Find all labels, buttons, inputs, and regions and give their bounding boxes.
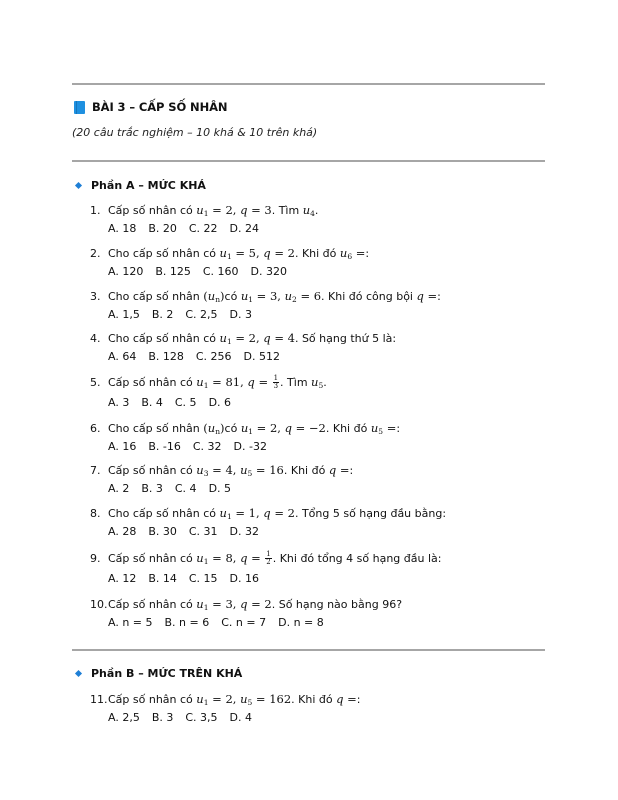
question-number: 10. [90,598,108,611]
option-d[interactable]: D. 5 [208,482,232,495]
option-c[interactable]: C. 4 [174,482,197,495]
question-6 [90,420,550,455]
question-text: Cấp số nhân có $u_1 = 81$, q = $\frac{1}{3}$ . Tìm $u_5$. [108,373,327,390]
question-number: 5. [90,376,101,389]
option-a[interactable]: A. 2 [108,482,130,495]
option-b[interactable]: B. 4 [141,396,163,409]
option-c[interactable]: C. 2,5 [185,308,218,321]
question-number: 2. [90,247,101,260]
option-b[interactable]: B. 3 [151,711,174,724]
option-a[interactable]: A. 1,5 [108,308,140,321]
option-d[interactable]: D. 24 [229,222,260,235]
answer-options [90,524,550,540]
question-9 [90,550,550,587]
lesson-title: BÀI 3 – CẤP SỐ NHÂN [92,100,228,114]
section-a-heading [76,177,206,193]
option-a[interactable]: A. 2,5 [108,711,140,724]
answer-options [90,349,550,365]
answer-options [90,571,550,587]
option-d[interactable]: D. -32 [233,440,267,453]
question-text: Cấp số nhân có $u_3 = 4$, $u_5 = 16$. Khi đó q =: [108,463,354,478]
question-8 [90,505,550,540]
option-c[interactable]: C. 160 [202,265,239,278]
section-b-heading [76,665,242,681]
question-3 [90,288,550,323]
question-10 [90,596,550,631]
option-c[interactable]: C. 32 [192,440,222,453]
option-b[interactable]: B. 125 [155,265,191,278]
option-a[interactable]: A. 16 [108,440,137,453]
divider-after-subtitle [72,160,545,162]
question-2 [90,245,550,280]
option-c[interactable]: C. 15 [188,572,218,585]
option-a[interactable]: A. 64 [108,350,137,363]
question-number: 1. [90,204,101,217]
option-c[interactable]: C. 3,5 [185,711,218,724]
option-a[interactable]: A. 120 [108,265,144,278]
question-number: 11. [90,693,108,706]
option-b[interactable]: B. 128 [148,350,184,363]
question-text: Cho cấp số nhân $(u_n)có$ $u_1 = 3$, $u_2 = 6$. Khi đó công bội q =: [108,289,441,304]
answer-options [90,264,550,280]
option-a[interactable]: A. 12 [108,572,137,585]
question-text: Cho cấp số nhân có $u_1 = 2$, q = 4. Số hạng thứ 5 là: [108,331,397,346]
fraction-one-half: $\frac{1}{2}$ [266,549,271,566]
option-c[interactable]: C. 31 [188,525,218,538]
lesson-title-row [74,99,227,115]
option-a[interactable]: A. 28 [108,525,137,538]
option-c[interactable]: C. 22 [188,222,218,235]
blue-book-icon [74,101,85,114]
question-4 [90,330,550,365]
question-text: Cho cấp số nhân $(u_n)có$ $u_1 = 2$, q = −2. Khi đó $u_5$ =: [108,421,401,436]
question-number: 9. [90,552,101,565]
section-a-title: Phần A – MỨC KHÁ [91,178,206,192]
question-number: 7. [90,464,101,477]
question-7 [90,462,550,497]
option-b[interactable]: B. 2 [151,308,174,321]
blue-diamond-icon [75,669,82,676]
option-d[interactable]: D. n = 8 [278,616,324,629]
option-a[interactable]: A. n = 5 [108,616,153,629]
question-number: 8. [90,507,101,520]
option-a[interactable]: A. 18 [108,222,137,235]
fraction-one-third: $\frac{1}{3}$ [273,373,279,390]
question-number: 6. [90,422,101,435]
option-d[interactable]: D. 320 [250,265,288,278]
question-text: Cấp số nhân có $u_1 = 8$, q = $\frac{1}{2}$ . Khi đó tổng 4 số hạng đầu là: [108,549,442,566]
question-number: 4. [90,332,101,345]
option-c[interactable]: C. 256 [195,350,232,363]
option-b[interactable]: B. -16 [148,440,181,453]
question-11 [90,691,550,726]
option-d[interactable]: D. 512 [243,350,281,363]
lesson-subtitle: (20 câu trắc nghiệm – 10 khá & 10 trên khá) [72,126,318,139]
question-text: Cấp số nhân có $u_1 = 3$, q = 2. Số hạng nào bằng 96? [108,597,403,612]
option-b[interactable]: B. 3 [141,482,163,495]
option-b[interactable]: B. 14 [148,572,177,585]
question-text: Cấp số nhân có $u_1 = 2$, q = 3. Tìm $u_4$. [108,203,319,218]
question-number: 3. [90,290,101,303]
section-b-title: Phần B – MỨC TRÊN KHÁ [91,666,243,680]
option-d[interactable]: D. 3 [229,308,253,321]
question-text: Cấp số nhân có $u_1 = 2$, $u_5 = 162$. Khi đó q =: [108,692,361,707]
option-b[interactable]: B. n = 6 [164,616,210,629]
answer-options [90,710,550,726]
question-1 [90,202,550,237]
option-d[interactable]: D. 6 [208,396,232,409]
answer-options [90,615,550,631]
blue-diamond-icon [75,181,82,188]
option-a[interactable]: A. 3 [108,396,130,409]
answer-options [90,481,550,497]
option-d[interactable]: D. 16 [229,572,260,585]
divider-between-sections [72,649,545,651]
question-5 [90,374,550,411]
option-b[interactable]: B. 30 [148,525,177,538]
option-d[interactable]: D. 4 [229,711,253,724]
option-d[interactable]: D. 32 [229,525,260,538]
answer-options [90,221,550,237]
option-b[interactable]: B. 20 [148,222,177,235]
divider-top [72,83,545,85]
question-text: Cho cấp số nhân có $u_1 = 1$, q = 2. Tổng 5 số hạng đầu bằng: [108,506,447,521]
answer-options [90,395,550,411]
answer-options [90,439,550,455]
question-text: Cho cấp số nhân có $u_1 = 5$, q = 2. Khi đó $u_6$ =: [108,246,370,261]
answer-options [90,307,550,323]
option-c[interactable]: C. 5 [174,396,197,409]
option-c[interactable]: C. n = 7 [221,616,267,629]
